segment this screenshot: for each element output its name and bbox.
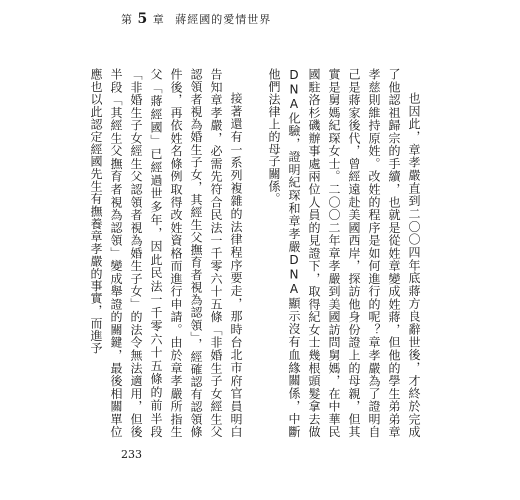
chapter-number: 5 — [137, 11, 149, 27]
chapter-label-pre: 第 — [121, 13, 133, 26]
running-header — [121, 11, 271, 27]
chapter-title: 蔣經國的愛情世界 — [175, 13, 272, 26]
paragraph: 接著還有一系列複雜的法律程序要走，那時台北市府官員明白告知章孝嚴，必需先符合民法一千零六十五條「非婚生子女經生父認領者視為婚生子女，其經生父撫育者視為認領」，經確認有認領條件後，再依姓名條例取得改姓資格而進行申請。由於章孝嚴所指生父「蔣經國」已經過世多年，因此民法一千零六十五條的前半段「非婚生子女經生父認領者視為婚生子女」的法令無法適用，但後半段「其經生父撫育者視為認領」變成舉證的關鍵，最後相關單位應也以此認定經國先生有撫養章孝嚴的事實，而進予 — [89, 68, 243, 438]
paragraph: 也因此，章孝嚴直到二〇〇四年底蔣方良辭世後，才終於完成了他認祖歸宗的手續，也就是從姓章變成姓蔣，但他的學生弟弟章孝慈則維持原姓。改姓的程序是如何進行的呢？章孝嚴為了證明自己是蔣家後代，曾經遠赴美國西岸，探訪他身份證上的母親，但其實是舅媽紀琛女士。二〇〇二年章孝嚴到美國訪問舅媽，在中華民國駐洛杉磯辦事處兩位人員的見證下，取得紀女士幾根頭髮拿去做DNA化驗，證明紀琛和章孝嚴DNA顯示沒有血緣關係，中斷他們法律上的母子關係。 — [267, 68, 421, 438]
body-text — [86, 68, 424, 438]
chapter-label-post: 章 — [152, 13, 165, 26]
page-number: 233 — [121, 448, 142, 461]
